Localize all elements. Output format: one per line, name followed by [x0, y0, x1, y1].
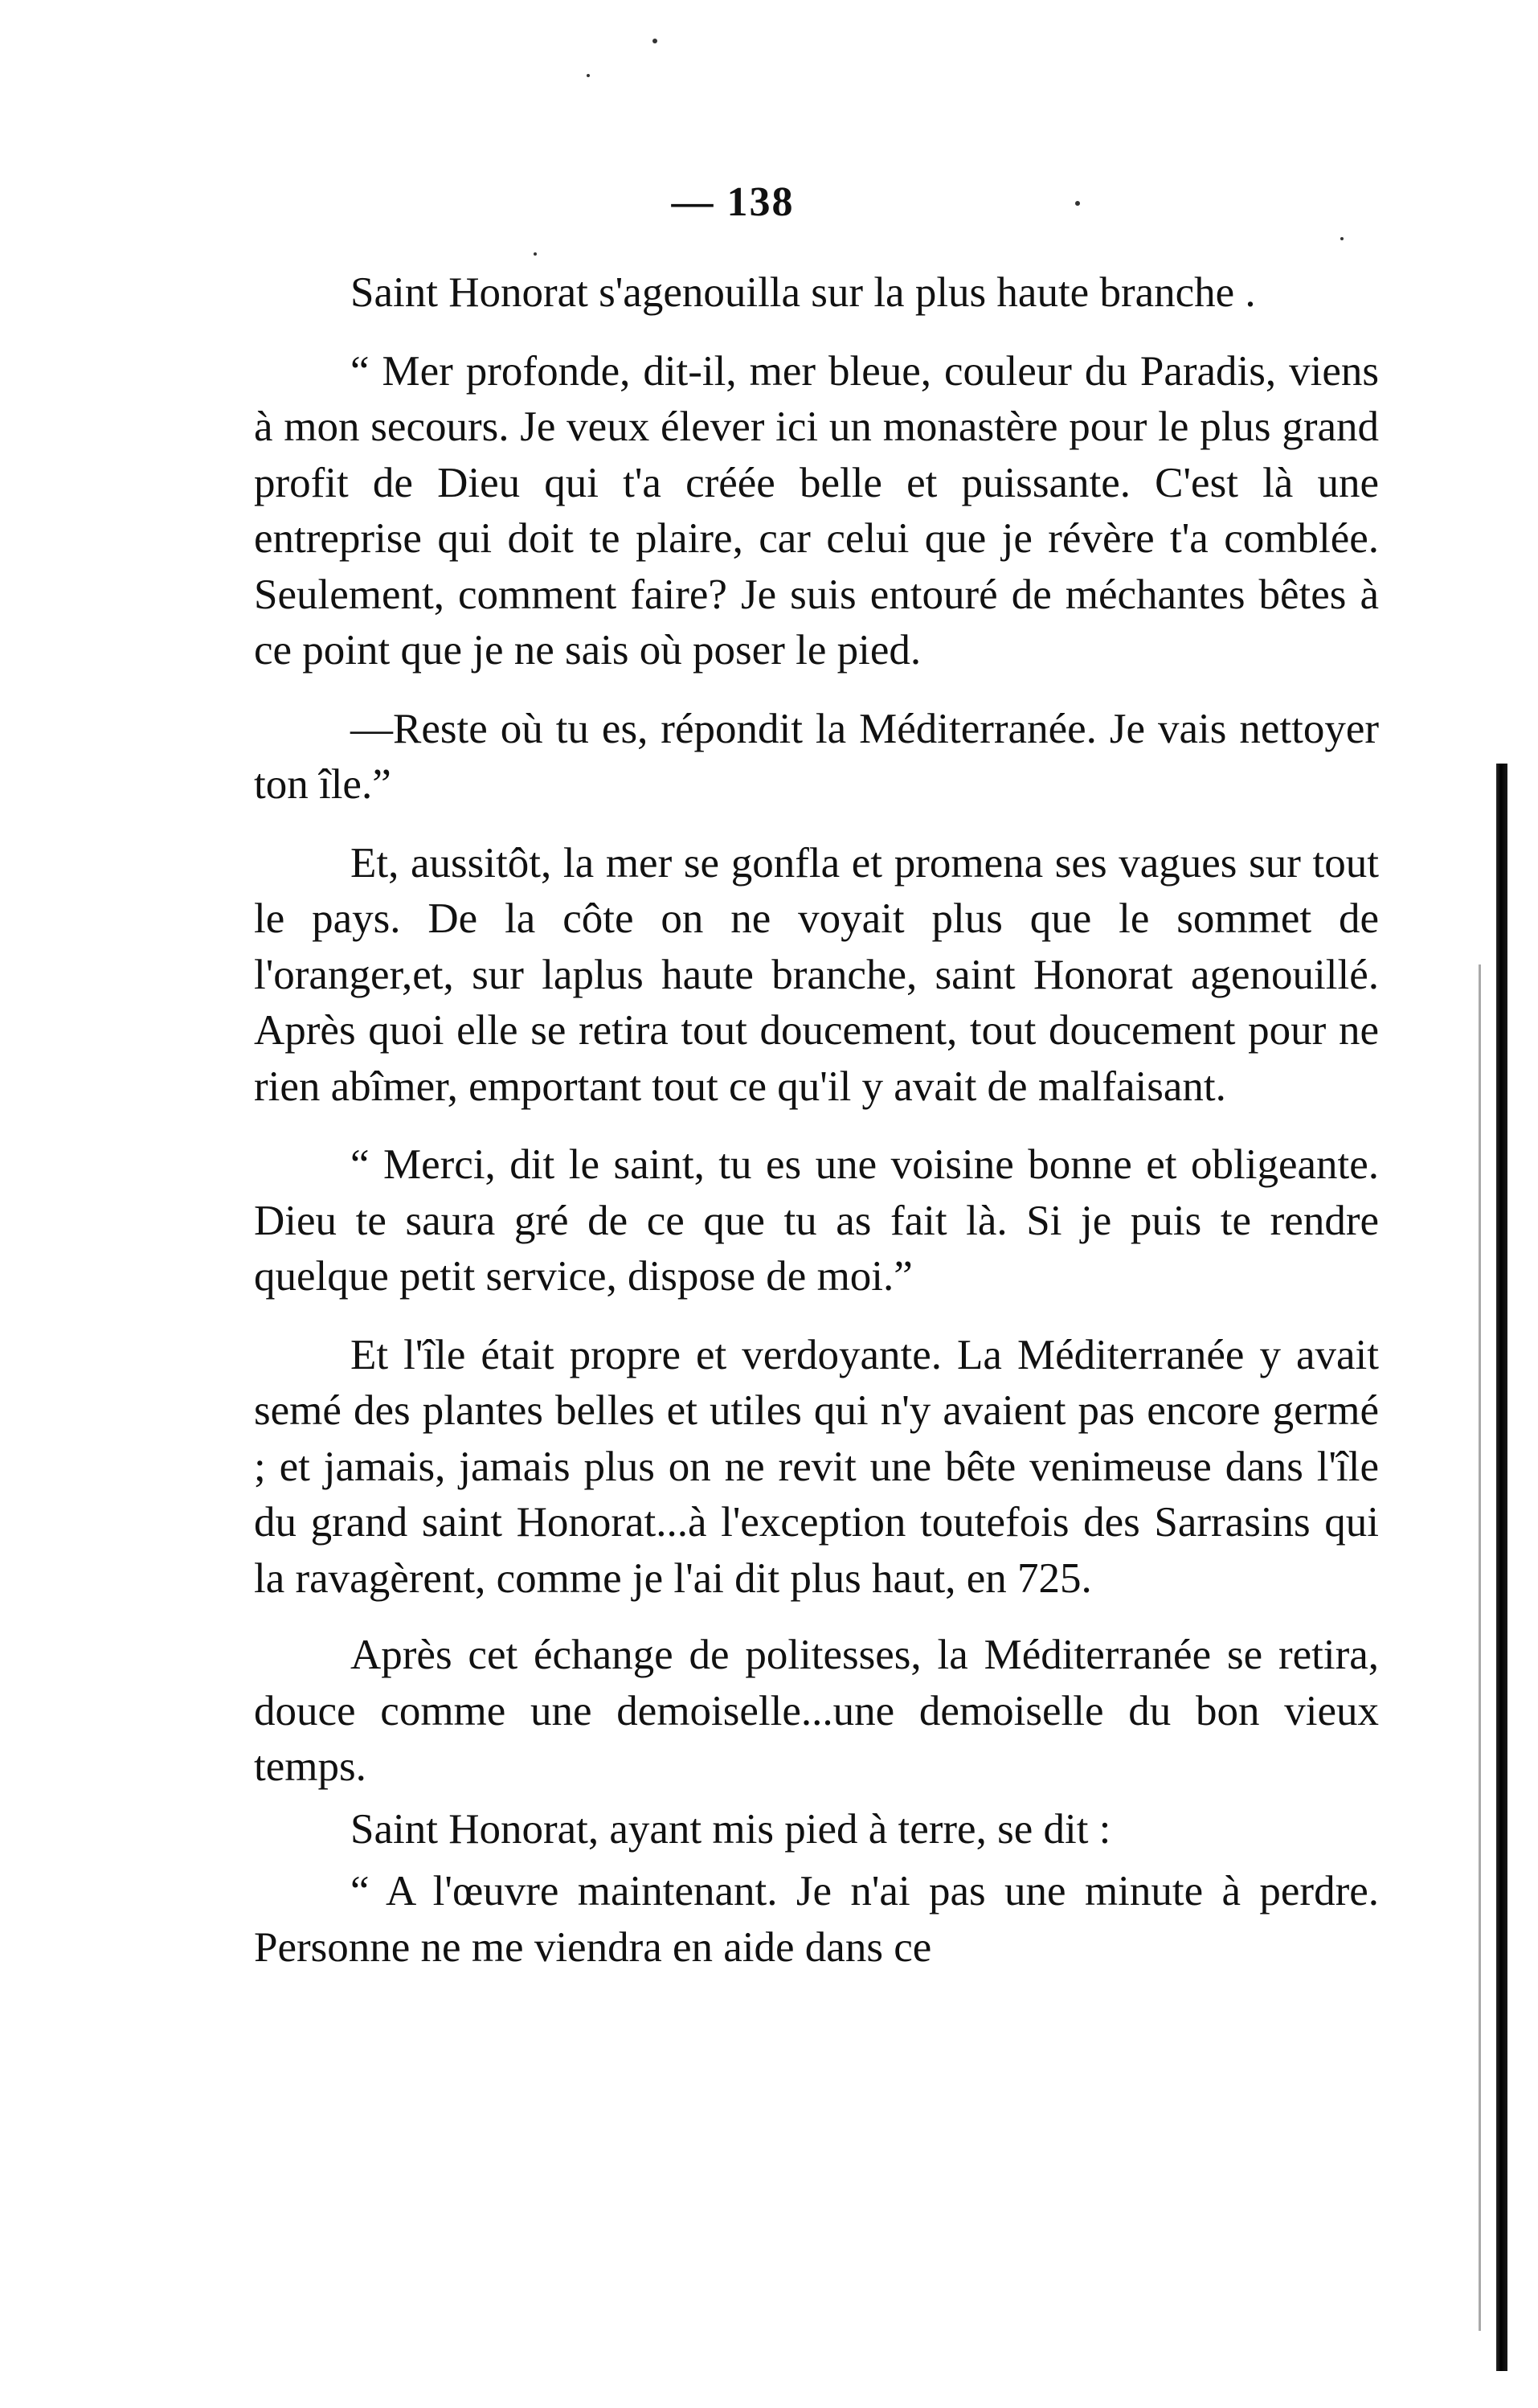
scan-speck — [1075, 201, 1080, 206]
scan-binding-shadow — [1496, 764, 1507, 2371]
paragraph-8: Saint Honorat, ayant mis pied à terre, se dit : — [350, 1805, 1111, 1853]
paragraph-7: Après cet échange de politesses, la Méditerranée se retira, douce comme une demoiselle...une demoiselle du bon vieux temps. — [254, 1632, 1379, 1790]
paragraph-3: —Reste où tu es, répondit la Méditerranée. Je vais nettoyer ton île.” — [254, 705, 1379, 808]
paragraph-4: Et, aussitôt, la mer se gonfla et promena ses vagues sur tout le pays. De la côte on ne voyait plus que le sommet de l'oranger,et, sur laplus haute branche, saint Honorat agenouillé. Après quoi elle se retira tout doucement, tout doucement pour ne rien abîmer, emportant tout ce qu'il y avait de malfaisant. — [254, 839, 1379, 1110]
paragraph-5: “ Merci, dit le saint, tu es une voisine bonne et obligeante. Dieu te saura gré de ce que tu as fait là. Si je puis te rendre quelque petit service, dispose de moi.” — [254, 1141, 1379, 1300]
scan-speck — [587, 74, 590, 77]
page-body-text — [254, 265, 1379, 1976]
page-number: — 138 — [671, 179, 795, 225]
paragraph-6: Et l'île était propre et verdoyante. La Méditerranée y avait semé des plantes belles et utiles qui n'y avaient pas encore germé ; et jamais, jamais plus on ne revit une bête venimeuse dans l'île du grand saint Honorat...à l'exception toutefois des Sarrasins qui la ravagèrent, comme je l'ai dit plus haut, en 725. — [254, 1331, 1379, 1602]
scan-speck — [1340, 237, 1344, 240]
scan-speck — [534, 252, 537, 256]
paragraph-9: “ A l'œuvre maintenant. Je n'ai pas une minute à perdre. Personne ne me viendra en aide dans ce — [254, 1868, 1379, 1971]
scan-speck — [652, 39, 657, 43]
paragraph-2: “ Mer profonde, dit-il, mer bleue, couleur du Paradis, viens à mon secours. Je veux élever ici un monastère pour le plus grand profit de Dieu qui t'a créée belle et puissante. C'est là une entreprise qui doit te plaire, car celui que je révère t'a comblée. Seulement, comment faire? Je suis entouré de méchantes bêtes à ce point que je ne sais où poser le pied. — [254, 347, 1379, 674]
scan-edge-line — [1479, 964, 1481, 2331]
paragraph-1: Saint Honorat s'agenouilla sur la plus haute branche . — [350, 269, 1256, 316]
